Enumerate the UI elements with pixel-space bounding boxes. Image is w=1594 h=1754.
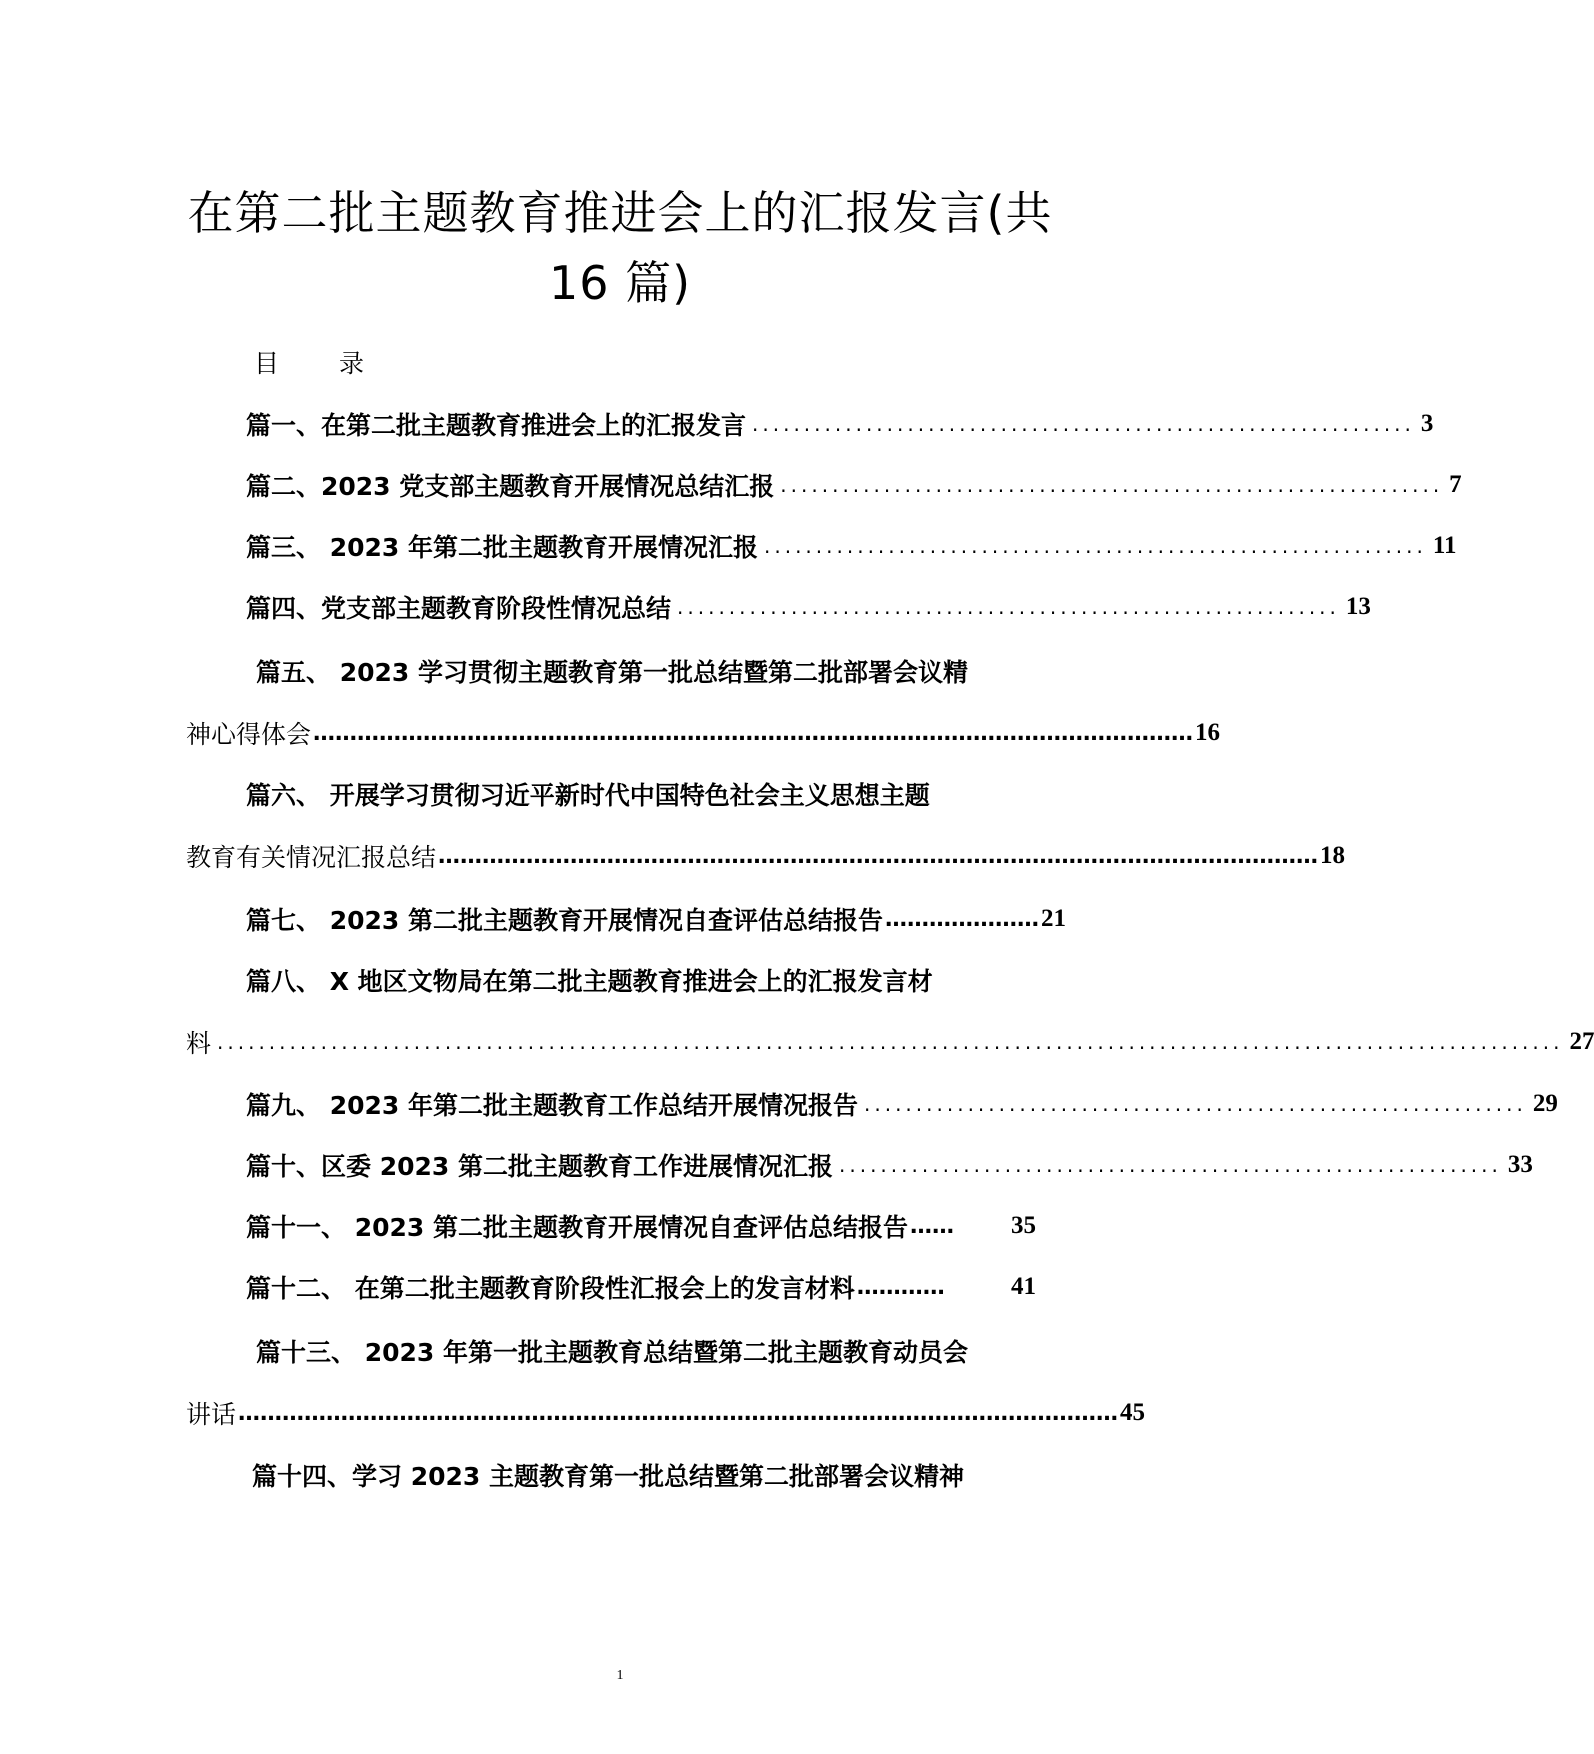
toc-entry[interactable] <box>186 960 1594 1070</box>
leader-dots: ………………………………………………………………………………………………………… <box>438 843 1319 869</box>
toc-entry-page: 18 <box>1320 842 1346 869</box>
toc-entry-title: 篇一、在第二批主题教育推进会上的汇报发言 <box>246 411 747 440</box>
toc-entry-title: 篇九、 2023 年第二批主题教育工作总结开展情况报告 <box>246 1091 858 1120</box>
toc-entry-title: 篇三、 2023 年第二批主题教育开展情况汇报 <box>246 533 758 562</box>
leader-dots: ………… <box>856 1274 945 1300</box>
toc-entry-page: 35 <box>1011 1212 1036 1239</box>
toc-heading: 目 录 <box>254 349 390 378</box>
toc-entry-page: 7 <box>1449 471 1462 498</box>
toc-entry-title: 篇十、区委 2023 第二批主题教育工作进展情况汇报 <box>246 1152 833 1181</box>
toc-entry[interactable] <box>186 1331 1146 1441</box>
leader-dots: ................................................................ <box>839 1153 1502 1177</box>
toc-entry-continuation: 教育有关情况汇报总结 <box>186 843 437 872</box>
leader-dots: ................................................................ <box>864 1092 1527 1116</box>
leader-dots: ................................................................ <box>764 534 1427 558</box>
toc-entry-title: 篇八、 X 地区文物局在第二批主题教育推进会上的汇报发言材 <box>246 967 933 996</box>
toc-entry-title: 篇五、 2023 学习贯彻主题教育第一批总结暨第二批部署会议精 <box>256 658 968 687</box>
toc-entry-page: 21 <box>1041 905 1066 932</box>
toc-entry-title: 篇十三、 2023 年第一批主题教育总结暨第二批主题教育动员会 <box>256 1338 968 1367</box>
document-title <box>150 178 1090 318</box>
title-line-1: 在第二批主题教育推进会上的汇报发言(共 <box>187 186 1053 240</box>
toc-entry-title: 篇二、2023 党支部主题教育开展情况总结汇报 <box>246 472 775 501</box>
leader-dots: ………………… <box>885 906 1039 932</box>
leader-dots: ………………………………………………………………………………………………………… <box>238 1400 1119 1426</box>
toc-entry-page: 29 <box>1532 1090 1558 1117</box>
leader-dots: ................................................................ <box>780 473 1444 497</box>
toc-entry-page: 27 <box>1569 1028 1594 1055</box>
toc-entry-page: 16 <box>1195 719 1221 746</box>
title-line-2: 16 篇) <box>548 256 692 310</box>
toc-entry-title: 篇七、 2023 第二批主题教育开展情况自查评估总结报告 <box>246 906 883 935</box>
toc-entry[interactable] <box>186 651 1221 761</box>
leader-dots: …… <box>910 1213 954 1239</box>
toc-entry-page: 13 <box>1345 593 1371 620</box>
toc-entry-continuation: 讲话 <box>186 1400 237 1429</box>
toc-entry-continuation: 料 <box>186 1029 212 1058</box>
toc-entry-title: 篇十一、 2023 第二批主题教育开展情况自查评估总结报告 <box>246 1213 908 1242</box>
toc-entry-title: 篇四、党支部主题教育阶段性情况总结 <box>246 594 672 623</box>
toc-entry-title: 篇十二、 在第二批主题教育阶段性汇报会上的发言材料 <box>246 1274 855 1303</box>
toc-entry-continuation: 神心得体会 <box>186 720 312 749</box>
toc-entry-page: 45 <box>1120 1399 1146 1426</box>
page-number: 1 <box>616 1668 624 1683</box>
leader-dots: ................................................................ <box>752 412 1415 436</box>
leader-dots: ………………………………………………………………………………………………………… <box>313 720 1194 746</box>
leader-dots: .................................................................................................................................. <box>217 1030 1564 1054</box>
toc-entry-title: 篇十四、学习 2023 主题教育第一批总结暨第二批部署会议精神 <box>252 1462 964 1491</box>
leader-dots: ................................................................ <box>677 595 1340 619</box>
toc-entry-page: 41 <box>1011 1273 1036 1300</box>
toc-entry[interactable] <box>186 774 1346 884</box>
toc-entry-page: 11 <box>1432 532 1457 559</box>
toc-entry-page: 3 <box>1420 410 1434 437</box>
toc-entry-page: 33 <box>1507 1151 1533 1178</box>
toc-entry-title: 篇六、 开展学习贯彻习近平新时代中国特色社会主义思想主题 <box>246 781 930 810</box>
